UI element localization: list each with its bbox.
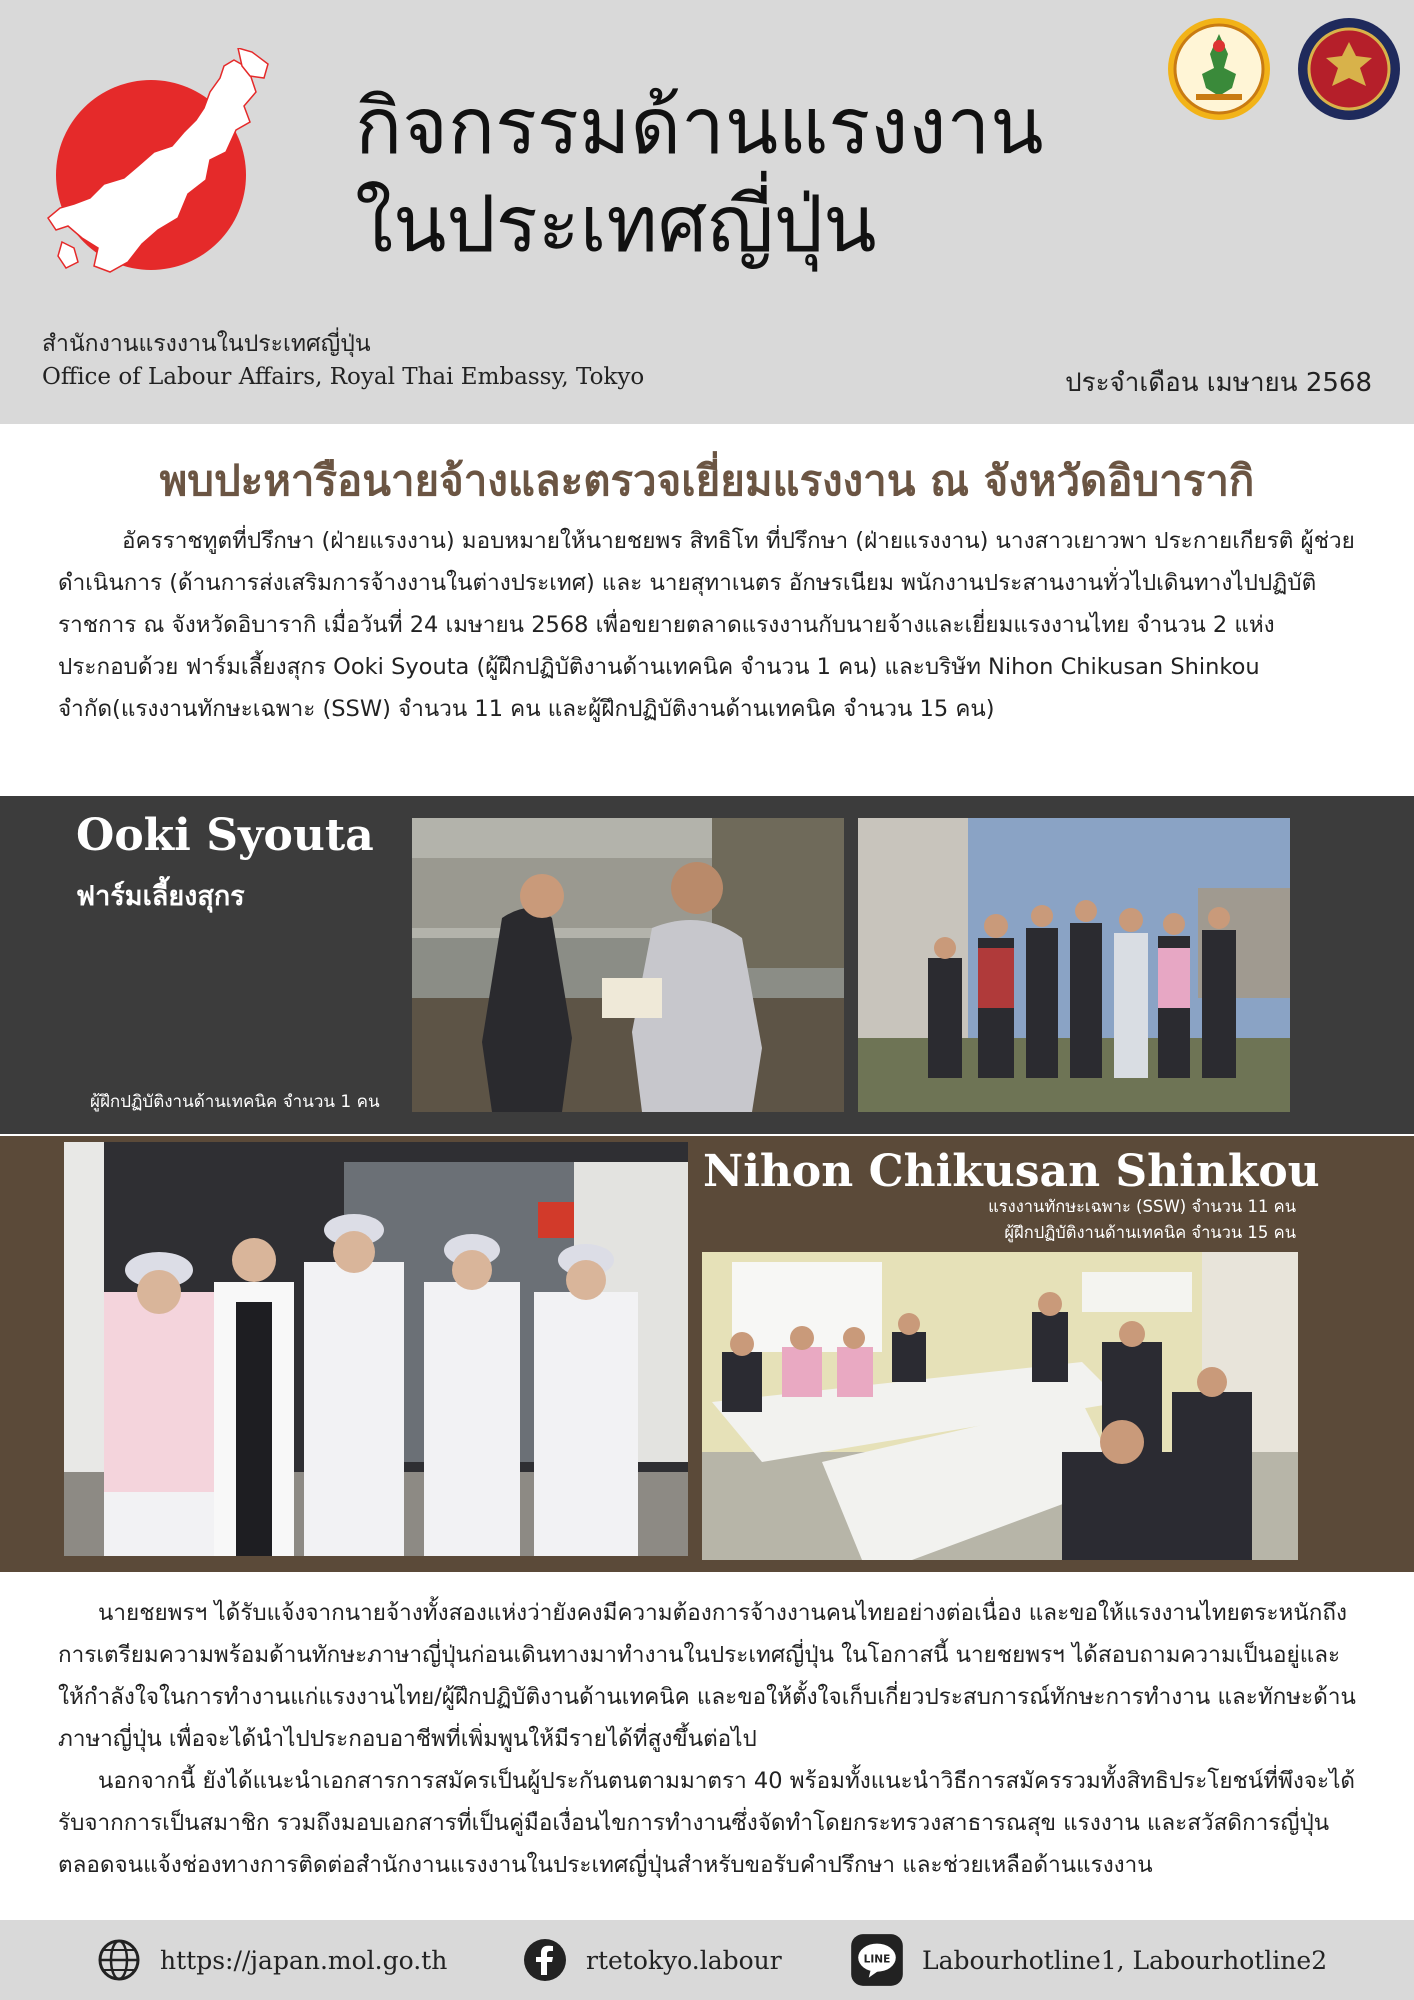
photo-farm-meeting xyxy=(412,818,844,1112)
issue-month: ประจำเดือน เมษายน 2568 xyxy=(1065,368,1372,398)
section-ooki-syouta xyxy=(0,796,1414,1134)
footer xyxy=(0,1920,1414,2000)
body-paragraph-2: นอกจากนี้ ยังได้แนะนำเอกสารการสมัครเป็นผู้ประกันตนตามมาตรา 40 พร้อมทั้งแนะนำวิธีการสมัครรวมทั้งสิทธิประโยชน์ที่พึงจะได้รับจากการเป็นสมาชิก รวมถึงมอบเอกสารที่เป็นคู่มือเงื่อนไขการทำงานซึ่งจัดทำโดยกระทรวงสาธารณสุข แรงงาน และสวัสดิการญี่ปุ่น ตลอดจนแจ้งช่องทางการติดต่อสำนักงานแรงงานในประเทศญี่ปุ่นสำหรับขอรับคำปรึกษา และช่วยเหลือด้านแรงงาน xyxy=(58,1768,1356,1878)
royal-thai-embassy-seal-icon xyxy=(1296,16,1402,122)
ministry-of-labour-seal-icon xyxy=(1166,16,1272,122)
website-link[interactable]: https://japan.mol.go.th xyxy=(160,1945,448,1975)
footer-website[interactable] xyxy=(96,1920,447,2000)
photo-factory-group xyxy=(64,1142,688,1556)
japan-sun-map-logo xyxy=(38,48,278,278)
section-nihon-chikusan-shinkou xyxy=(0,1136,1414,1572)
article-body xyxy=(58,1592,1358,1886)
page-title xyxy=(355,78,1044,274)
footer-facebook[interactable] xyxy=(522,1920,782,2000)
title-line-1: กิจกรรมด้านแรงงาน xyxy=(355,82,1044,172)
photo-farm-group xyxy=(858,818,1290,1112)
article-intro: อัครราชทูตที่ปรึกษา (ฝ่ายแรงงาน) มอบหมายให้นายชยพร สิทธิโท ที่ปรึกษา (ฝ่ายแรงงาน) นางสาวเยาวพา ประกายเกียรติ ผู้ช่วยดำเนินการ (ด้านการส่งเสริมการจ้างงานในต่างประเทศ) และ นายสุทาเนตร อักษรเนียม พนักงานประสานงานทั่วไปเดินทางไปปฏิบัติราชการ ณ จังหวัดอิบารากิ เมื่อวันที่ 24 เมษายน 2568 เพื่อขยายตลาดแรงงานกับนายจ้างและเยี่ยมแรงงานไทย จำนวน 2 แห่ง ประกอบด้วย ฟาร์มเลี้ยงสุกร Ooki Syouta (ผู้ฝึกปฏิบัติงานด้านเทคนิค จำนวน 1 คน) และบริษัท Nihon Chikusan Shinkou จำกัด(แรงงานทักษะเฉพาะ (SSW) จำนวน 11 คน และผู้ฝึกปฏิบัติงานด้านเทคนิค จำนวน 15 คน) xyxy=(58,528,1355,722)
section1-subtitle: ฟาร์มเลี้ยงสุกร xyxy=(76,881,245,912)
body-paragraph-1: นายชยพรฯ ได้รับแจ้งจากนายจ้างทั้งสองแห่งว่ายังคงมีความต้องการจ้างงานคนไทยอย่างต่อเนื่อง และขอให้แรงงานไทยตระหนักถึงการเตรียมความพร้อมด้านทักษะภาษาญี่ปุ่นก่อนเดินทางมาทำงานในประเทศญี่ปุ่น ในโอกาสนี้ นายชยพรฯ ได้สอบถามความเป็นอยู่และให้กำลังใจในการทำงานแก่แรงงานไทย/ผู้ฝึกปฏิบัติงานด้านเทคนิค และขอให้ตั้งใจเก็บเกี่ยวประสบการณ์ทักษะการทำงาน และทักษะด้านภาษาญี่ปุ่น เพื่อจะได้นำไปประกอบอาชีพที่เพิ่มพูนให้มีรายได้ที่สูงขึ้นต่อไป xyxy=(58,1600,1356,1752)
footer-line[interactable] xyxy=(850,1920,1327,2000)
line-icon xyxy=(850,1933,904,1987)
photo-meeting-room xyxy=(702,1252,1298,1560)
office-name-thai: สำนักงานแรงงานในประเทศญี่ปุ่น xyxy=(42,331,371,357)
section2-note-trainees: ผู้ฝึกปฏิบัติงานด้านเทคนิค จำนวน 15 คน xyxy=(1004,1223,1296,1242)
globe-icon xyxy=(96,1937,142,1983)
section1-note: ผู้ฝึกปฏิบัติงานด้านเทคนิค จำนวน 1 คน xyxy=(90,1092,380,1112)
title-line-2: ในประเทศญี่ปุ่น xyxy=(355,180,877,270)
facebook-icon xyxy=(522,1937,568,1983)
svg-text:LINE: LINE xyxy=(863,1953,891,1966)
line-accounts[interactable]: Labourhotline1, Labourhotline2 xyxy=(922,1945,1328,1975)
article-headline: พบปะหารือนายจ้างและตรวจเยี่ยมแรงงาน ณ จังหวัดอิบารากิ xyxy=(159,456,1255,505)
section1-title: Ooki Syouta xyxy=(76,810,374,861)
section2-note-ssw: แรงงานทักษะเฉพาะ (SSW) จำนวน 11 คน xyxy=(988,1197,1296,1216)
office-name-english: Office of Labour Affairs, Royal Thai Embassy, Tokyo xyxy=(42,364,645,390)
facebook-link[interactable]: rtetokyo.labour xyxy=(586,1945,782,1975)
header xyxy=(0,0,1414,424)
section2-title: Nihon Chikusan Shinkou xyxy=(703,1146,1320,1197)
